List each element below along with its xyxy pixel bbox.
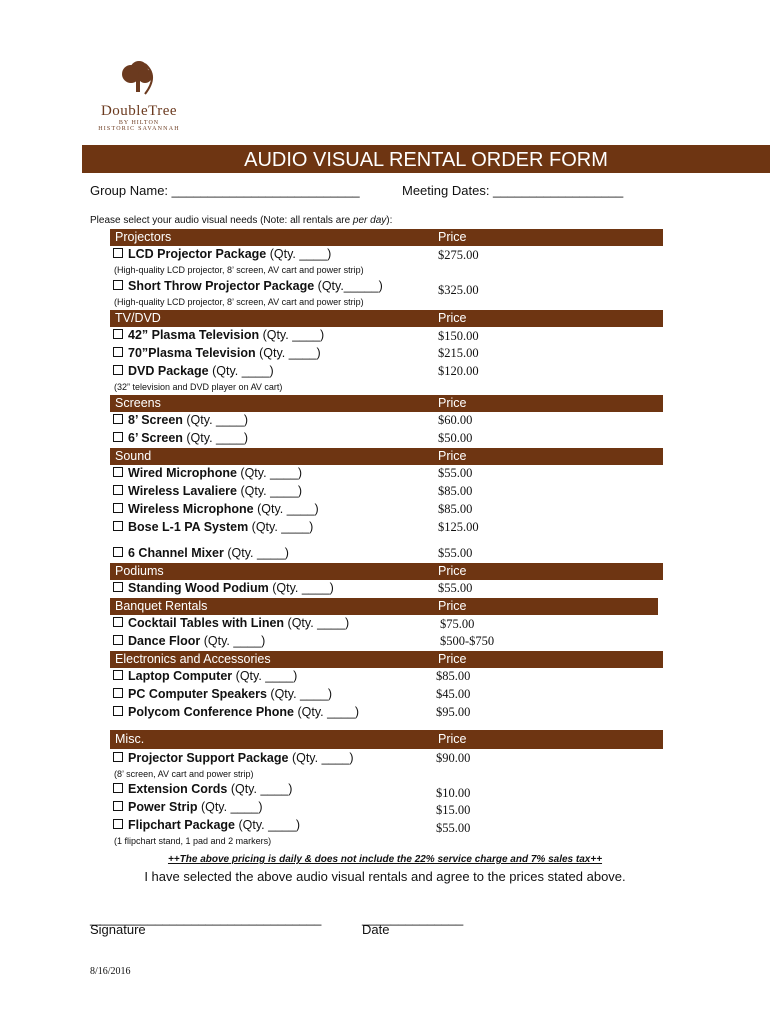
item-price: $85.00 xyxy=(438,502,473,516)
list-item[interactable]: Power Strip (Qty. ____) xyxy=(113,800,263,814)
checkbox-icon[interactable] xyxy=(113,365,123,375)
item-price: $85.00 xyxy=(438,484,473,498)
checkbox-icon[interactable] xyxy=(113,617,123,627)
item-price: $45.00 xyxy=(436,687,471,701)
item-price: $500-$750 xyxy=(440,634,495,648)
list-item[interactable]: Laptop Computer (Qty. ____) xyxy=(113,669,297,683)
date-label: Date xyxy=(362,922,390,937)
item-price: $55.00 xyxy=(438,546,473,560)
checkbox-icon[interactable] xyxy=(113,329,123,339)
checkbox-icon[interactable] xyxy=(113,801,123,811)
checkbox-icon[interactable] xyxy=(113,783,123,793)
list-item[interactable]: Short Throw Projector Package (Qty._____) xyxy=(113,279,383,293)
checkbox-icon[interactable] xyxy=(113,467,123,477)
item-note: (High-quality LCD projector, 8’ screen, AV cart and power strip) xyxy=(114,265,364,275)
item-price: $75.00 xyxy=(440,617,475,631)
section-title: Projectors xyxy=(115,230,172,244)
form-title: AUDIO VISUAL RENTAL ORDER FORM xyxy=(244,149,608,171)
form-title-bar xyxy=(82,145,770,173)
list-item[interactable]: LCD Projector Package (Qty. ____) xyxy=(113,247,331,261)
list-item[interactable]: Standing Wood Podium (Qty. ____) xyxy=(113,581,334,595)
section-header-tvdvd xyxy=(110,310,663,327)
date-line[interactable]: ______________ xyxy=(362,911,464,926)
item-price: $55.00 xyxy=(438,466,473,480)
checkbox-icon[interactable] xyxy=(113,706,123,716)
section-title: Screens xyxy=(115,396,161,410)
list-item[interactable]: Cocktail Tables with Linen (Qty. ____) xyxy=(113,616,349,630)
checkbox-icon[interactable] xyxy=(113,582,123,592)
checkbox-icon[interactable] xyxy=(113,485,123,495)
section-header-projectors xyxy=(110,229,663,246)
tree-logo-icon xyxy=(115,60,163,98)
section-header-banquet xyxy=(110,598,658,615)
pricing-note: ++The above pricing is daily & does not include the 22% service charge and 7% sales tax++ xyxy=(167,854,603,865)
list-item[interactable]: 6 Channel Mixer (Qty. ____) xyxy=(113,546,289,560)
list-item[interactable]: Extension Cords (Qty. ____) xyxy=(113,782,292,796)
item-price: $95.00 xyxy=(436,705,471,719)
item-price: $50.00 xyxy=(438,431,473,445)
meeting-dates-field[interactable]: Meeting Dates: __________________ xyxy=(402,183,624,198)
document-date: 8/16/2016 xyxy=(90,966,131,977)
section-title: TV/DVD xyxy=(115,311,161,325)
section-header-sound xyxy=(110,448,663,465)
list-item[interactable]: Dance Floor (Qty. ____) xyxy=(113,634,265,648)
section-title: Sound xyxy=(115,449,152,463)
item-price: $55.00 xyxy=(436,821,471,835)
list-item[interactable]: 42” Plasma Television (Qty. ____) xyxy=(113,328,324,342)
section-title: Electronics and Accessories xyxy=(115,652,271,666)
list-item[interactable]: Flipchart Package (Qty. ____) xyxy=(113,818,300,832)
item-price: $125.00 xyxy=(438,520,479,534)
section-header-podiums xyxy=(110,563,663,580)
agreement-text: I have selected the above audio visual rentals and agree to the prices stated above. xyxy=(144,869,626,884)
section-header-electronics xyxy=(110,651,663,668)
list-item[interactable]: Polycom Conference Phone (Qty. ____) xyxy=(113,705,359,719)
item-price: $90.00 xyxy=(436,751,471,765)
item-price: $15.00 xyxy=(436,803,471,817)
item-note: (High-quality LCD projector, 8’ screen, AV cart and power strip) xyxy=(114,297,364,307)
section-header-screens xyxy=(110,395,663,412)
list-item[interactable]: 8’ Screen (Qty. ____) xyxy=(113,413,248,427)
section-title: Podiums xyxy=(115,564,164,578)
price-header: Price xyxy=(438,732,467,746)
hotel-logo xyxy=(84,60,194,132)
instructions: Please select your audio visual needs (Note: all rentals are per day): xyxy=(90,215,393,226)
checkbox-icon[interactable] xyxy=(113,752,123,762)
section-header-misc xyxy=(110,730,663,749)
list-item[interactable]: DVD Package (Qty. ____) xyxy=(113,364,274,378)
signature-label: Signature xyxy=(90,922,146,937)
list-item[interactable]: 6’ Screen (Qty. ____) xyxy=(113,431,248,445)
checkbox-icon[interactable] xyxy=(113,280,123,290)
list-item[interactable]: 70”Plasma Television (Qty. ____) xyxy=(113,346,321,360)
checkbox-icon[interactable] xyxy=(113,688,123,698)
price-header: Price xyxy=(438,449,467,463)
list-item[interactable]: PC Computer Speakers (Qty. ____) xyxy=(113,687,332,701)
checkbox-icon[interactable] xyxy=(113,248,123,258)
list-item[interactable]: Bose L-1 PA System (Qty. ____) xyxy=(113,520,313,534)
checkbox-icon[interactable] xyxy=(113,547,123,557)
price-header: Price xyxy=(438,230,467,244)
group-name-field[interactable]: Group Name: __________________________ xyxy=(90,183,360,198)
list-item[interactable]: Wired Microphone (Qty. ____) xyxy=(113,466,302,480)
price-header: Price xyxy=(438,599,467,613)
item-price: $325.00 xyxy=(438,283,479,297)
checkbox-icon[interactable] xyxy=(113,819,123,829)
item-price: $120.00 xyxy=(438,364,479,378)
price-header: Price xyxy=(438,564,467,578)
list-item[interactable]: Wireless Lavaliere (Qty. ____) xyxy=(113,484,302,498)
item-price: $275.00 xyxy=(438,248,479,262)
section-title: Misc. xyxy=(115,732,145,746)
checkbox-icon[interactable] xyxy=(113,635,123,645)
checkbox-icon[interactable] xyxy=(113,670,123,680)
checkbox-icon[interactable] xyxy=(113,521,123,531)
list-item[interactable]: Projector Support Package (Qty. ____) xyxy=(113,751,354,765)
item-note: (32” television and DVD player on AV cart) xyxy=(114,382,283,392)
item-price: $55.00 xyxy=(438,581,473,595)
section-title: Banquet Rentals xyxy=(115,599,208,613)
list-item[interactable]: Wireless Microphone (Qty. ____) xyxy=(113,502,319,516)
item-price: $215.00 xyxy=(438,346,479,360)
brand-by-line: BY HILTON xyxy=(118,120,160,126)
item-price: $85.00 xyxy=(436,669,471,683)
signature-line[interactable]: ________________________________ xyxy=(90,911,322,926)
price-header: Price xyxy=(438,311,467,325)
item-price: $10.00 xyxy=(436,786,471,800)
item-price: $150.00 xyxy=(438,329,479,343)
item-note: (1 flipchart stand, 1 pad and 2 markers) xyxy=(114,836,272,846)
checkbox-icon[interactable] xyxy=(113,503,123,513)
price-header: Price xyxy=(438,396,467,410)
checkbox-icon[interactable] xyxy=(113,432,123,442)
price-header: Price xyxy=(438,652,467,666)
checkbox-icon[interactable] xyxy=(113,347,123,357)
brand-location: HISTORIC SAVANNAH xyxy=(98,126,180,132)
item-price: $60.00 xyxy=(438,413,473,427)
checkbox-icon[interactable] xyxy=(113,414,123,424)
brand-name: DoubleTree xyxy=(100,103,178,119)
item-note: (8’ screen, AV cart and power strip) xyxy=(114,769,254,779)
